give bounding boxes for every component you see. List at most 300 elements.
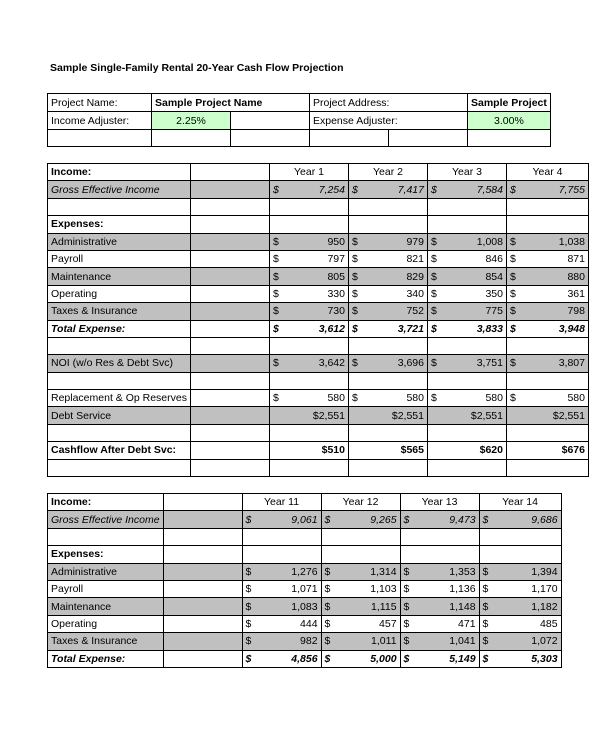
gross-effective-income-row — [48, 181, 589, 198]
empty-cell[interactable] — [231, 112, 310, 130]
currency-symbol: $ — [482, 635, 489, 648]
value-cell[interactable] — [400, 650, 479, 667]
cell-value: 1,103 — [370, 583, 397, 596]
currency-symbol: $ — [430, 305, 437, 318]
value-cell[interactable] — [479, 650, 561, 667]
empty-cell[interactable] — [163, 650, 242, 667]
value-cell[interactable] — [348, 355, 427, 372]
blank-row — [48, 424, 589, 441]
value-cell[interactable]: $565 — [348, 442, 427, 459]
value-cell[interactable] — [427, 233, 506, 250]
value-cell[interactable] — [400, 598, 479, 615]
value-cell[interactable] — [242, 598, 321, 615]
expense-label-text: Payroll — [51, 253, 84, 266]
empty-cell[interactable] — [190, 390, 269, 407]
currency-symbol: $ — [324, 513, 331, 526]
value-cell[interactable] — [348, 303, 427, 320]
empty-cell[interactable] — [163, 633, 242, 650]
cell-value: 9,265 — [370, 513, 397, 526]
cell-value: 1,182 — [531, 600, 558, 613]
value-cell[interactable] — [427, 320, 506, 337]
cell-value: 5,000 — [370, 652, 397, 665]
empty-cell[interactable] — [190, 285, 269, 302]
empty-cell[interactable] — [506, 216, 588, 233]
empty-cell[interactable] — [190, 268, 269, 285]
value-cell[interactable] — [479, 633, 561, 650]
value-cell[interactable] — [269, 181, 348, 198]
reserves-label-text: Replacement & Op Reserves — [51, 392, 187, 405]
value-cell[interactable] — [479, 598, 561, 615]
currency-symbol: $ — [324, 583, 331, 596]
value-cell[interactable] — [506, 233, 588, 250]
value-cell[interactable] — [321, 563, 400, 580]
empty-cell[interactable] — [48, 424, 191, 441]
value-cell[interactable] — [348, 250, 427, 267]
value-cell[interactable] — [242, 580, 321, 597]
empty-cell[interactable] — [163, 528, 242, 545]
year-header: Year 4 — [506, 164, 588, 181]
currency-symbol: $ — [509, 287, 516, 300]
currency-symbol: $ — [482, 652, 489, 665]
currency-symbol: $ — [324, 635, 331, 648]
currency-symbol: $ — [272, 183, 279, 196]
expense-row — [48, 633, 562, 650]
currency-symbol: $ — [509, 357, 516, 370]
value-cell[interactable] — [427, 181, 506, 198]
currency-symbol: $ — [403, 583, 410, 596]
value-cell[interactable] — [242, 633, 321, 650]
empty-cell[interactable] — [163, 563, 242, 580]
value-cell[interactable] — [321, 598, 400, 615]
cell-value: 580 — [485, 392, 503, 405]
project-name-value[interactable]: Sample Project Name — [152, 94, 310, 112]
empty-cell[interactable] — [163, 511, 242, 528]
expenses-label — [48, 216, 191, 233]
value-cell[interactable] — [506, 268, 588, 285]
expense-row — [48, 233, 589, 250]
expenses-header-row — [48, 216, 589, 233]
cell-value: 775 — [485, 305, 503, 318]
currency-symbol: $ — [403, 600, 410, 613]
currency-symbol: $ — [509, 235, 516, 248]
value-cell[interactable] — [348, 390, 427, 407]
empty-cell[interactable] — [269, 372, 348, 389]
empty-cell[interactable] — [269, 337, 348, 354]
empty-cell[interactable] — [48, 528, 164, 545]
currency-symbol: $ — [351, 305, 358, 318]
currency-symbol: $ — [403, 617, 410, 630]
empty-cell[interactable] — [190, 372, 269, 389]
noi-label — [48, 355, 191, 372]
empty-cell[interactable] — [190, 320, 269, 337]
cell-value: 880 — [567, 270, 585, 283]
cell-value: 1,011 — [371, 635, 397, 648]
currency-symbol: $ — [245, 583, 252, 596]
value-cell[interactable] — [348, 268, 427, 285]
cell-value: 3,807 — [558, 357, 585, 370]
empty-cell[interactable] — [242, 528, 321, 545]
empty-cell[interactable] — [348, 372, 427, 389]
total-expense-label — [48, 650, 164, 667]
value-cell[interactable]: $2,551 — [348, 407, 427, 424]
value-cell[interactable]: $2,551 — [269, 407, 348, 424]
empty-cell[interactable] — [163, 546, 242, 563]
gross-effective-income-label-text: Gross Effective Income — [51, 513, 160, 526]
empty-cell[interactable] — [190, 250, 269, 267]
empty-cell[interactable] — [400, 546, 479, 563]
expense-label-text: Administrative — [51, 235, 117, 248]
currency-symbol: $ — [430, 357, 437, 370]
cell-value: 9,473 — [449, 513, 476, 526]
value-cell[interactable]: $676 — [506, 442, 588, 459]
cell-value: 3,948 — [558, 322, 585, 335]
expense-row — [48, 615, 562, 632]
expense-label-text: Maintenance — [51, 270, 112, 283]
projection-block-1 — [47, 163, 589, 477]
empty-cell[interactable] — [163, 615, 242, 632]
year-header: Year 14 — [479, 494, 561, 511]
currency-symbol: $ — [245, 600, 252, 613]
value-cell[interactable] — [269, 320, 348, 337]
project-address-label: Project Address: — [310, 94, 468, 112]
empty-cell[interactable] — [348, 459, 427, 476]
cell-value: 330 — [327, 287, 345, 300]
value-cell[interactable]: $620 — [427, 442, 506, 459]
currency-symbol: $ — [272, 287, 279, 300]
cell-value: 3,721 — [397, 322, 424, 335]
empty-cell[interactable] — [321, 546, 400, 563]
cell-value: 350 — [485, 287, 503, 300]
currency-symbol: $ — [482, 583, 489, 596]
cell-value: 821 — [406, 253, 424, 266]
empty-cell[interactable] — [190, 337, 269, 354]
cell-value: 1,008 — [476, 235, 503, 248]
empty-cell[interactable] — [427, 337, 506, 354]
empty-cell[interactable] — [269, 459, 348, 476]
expense-label-text: Administrative — [51, 565, 117, 578]
empty-cell[interactable] — [190, 233, 269, 250]
value-cell[interactable] — [348, 285, 427, 302]
value-cell[interactable] — [479, 563, 561, 580]
empty-cell[interactable] — [506, 424, 588, 441]
cell-value: 1,041 — [449, 635, 476, 648]
value-cell[interactable] — [427, 285, 506, 302]
empty-cell[interactable] — [190, 198, 269, 215]
cell-value: 444 — [300, 617, 318, 630]
expense-label — [48, 633, 164, 650]
value-cell[interactable] — [269, 250, 348, 267]
cell-value: 9,686 — [531, 513, 558, 526]
empty-cell[interactable] — [163, 580, 242, 597]
cell-value: 580 — [406, 392, 424, 405]
reserves-label — [48, 390, 191, 407]
value-cell[interactable]: $510 — [269, 442, 348, 459]
expense-row — [48, 268, 589, 285]
currency-symbol: $ — [430, 183, 437, 196]
empty-cell[interactable] — [269, 424, 348, 441]
value-cell[interactable] — [321, 580, 400, 597]
empty-cell[interactable] — [506, 459, 588, 476]
expense-row — [48, 303, 589, 320]
year-header: Year 12 — [321, 494, 400, 511]
empty-cell[interactable] — [190, 407, 269, 424]
currency-symbol: $ — [272, 305, 279, 318]
value-cell[interactable] — [348, 320, 427, 337]
empty-cell[interactable] — [190, 459, 269, 476]
value-cell[interactable] — [427, 355, 506, 372]
empty-cell[interactable] — [348, 216, 427, 233]
debt-service-label — [48, 407, 191, 424]
empty-cell[interactable] — [190, 164, 269, 181]
empty-cell[interactable] — [48, 198, 191, 215]
cashflow-label — [48, 442, 191, 459]
expense-label — [48, 285, 191, 302]
currency-symbol: $ — [430, 322, 437, 335]
value-cell[interactable] — [479, 511, 561, 528]
value-cell[interactable] — [506, 390, 588, 407]
income-header-row — [48, 164, 589, 181]
empty-cell[interactable] — [427, 216, 506, 233]
total-expense-label-text: Total Expense: — [51, 652, 126, 665]
empty-cell[interactable] — [321, 528, 400, 545]
value-cell[interactable] — [269, 233, 348, 250]
currency-symbol: $ — [272, 235, 279, 248]
value-cell[interactable] — [242, 615, 321, 632]
value-cell[interactable] — [427, 268, 506, 285]
empty-cell[interactable] — [190, 355, 269, 372]
empty-cell[interactable] — [48, 459, 191, 476]
cell-value: 580 — [567, 392, 585, 405]
cell-value: 1,394 — [531, 565, 558, 578]
empty-cell[interactable] — [190, 303, 269, 320]
value-cell[interactable] — [506, 181, 588, 198]
cashflow-label-text: Cashflow After Debt Svc: — [51, 444, 177, 457]
value-cell[interactable] — [400, 580, 479, 597]
value-cell[interactable] — [479, 615, 561, 632]
empty-cell[interactable] — [190, 216, 269, 233]
empty-cell[interactable] — [163, 598, 242, 615]
cell-value: 797 — [327, 253, 345, 266]
cell-value: 361 — [567, 287, 585, 300]
blank-row — [48, 372, 589, 389]
year-header: Year 1 — [269, 164, 348, 181]
value-cell[interactable] — [427, 250, 506, 267]
blank-row — [48, 337, 589, 354]
empty-cell[interactable] — [190, 442, 269, 459]
currency-symbol: $ — [509, 253, 516, 266]
cell-value: 7,755 — [558, 183, 585, 196]
cell-value: 1,136 — [449, 583, 476, 596]
project-header-table — [47, 93, 551, 147]
income-label-text: Income: — [51, 496, 92, 509]
value-cell[interactable] — [479, 580, 561, 597]
value-cell[interactable] — [506, 355, 588, 372]
cell-value: 1,083 — [291, 600, 318, 613]
cell-value: 4,856 — [291, 652, 318, 665]
sheet-title: Sample Single-Family Rental 20-Year Cash Flow Projection — [50, 62, 344, 74]
cell-value: 3,696 — [397, 357, 424, 370]
year-header: Year 2 — [348, 164, 427, 181]
currency-symbol: $ — [430, 253, 437, 266]
year-header: Year 11 — [242, 494, 321, 511]
currency-symbol: $ — [351, 253, 358, 266]
cashflow-row — [48, 442, 589, 459]
value-cell[interactable] — [427, 303, 506, 320]
value-cell[interactable] — [400, 511, 479, 528]
empty-cell[interactable] — [506, 337, 588, 354]
value-cell[interactable] — [242, 511, 321, 528]
empty-cell[interactable] — [163, 494, 242, 511]
value-cell[interactable] — [427, 390, 506, 407]
cell-value: 7,417 — [397, 183, 424, 196]
value-cell[interactable] — [242, 563, 321, 580]
value-cell[interactable]: $2,551 — [506, 407, 588, 424]
value-cell[interactable] — [348, 233, 427, 250]
expense-label-text: Taxes & Insurance — [51, 305, 138, 318]
debt-service-row — [48, 407, 589, 424]
empty-cell[interactable] — [427, 424, 506, 441]
value-cell[interactable] — [321, 615, 400, 632]
empty-cell[interactable] — [269, 198, 348, 215]
value-cell[interactable] — [506, 320, 588, 337]
empty-cell[interactable] — [48, 337, 191, 354]
cell-value: 798 — [567, 305, 585, 318]
value-cell[interactable] — [269, 303, 348, 320]
cell-value: 982 — [300, 635, 318, 648]
value-cell[interactable] — [269, 268, 348, 285]
expense-label-text: Operating — [51, 617, 98, 630]
currency-symbol: $ — [272, 322, 279, 335]
cell-value: 5,303 — [531, 652, 558, 665]
cell-value: 3,642 — [318, 357, 345, 370]
currency-symbol: $ — [430, 287, 437, 300]
empty-cell[interactable] — [506, 372, 588, 389]
expense-label-text: Payroll — [51, 583, 84, 596]
value-cell[interactable] — [269, 285, 348, 302]
empty-cell[interactable] — [427, 459, 506, 476]
empty-cell[interactable] — [190, 424, 269, 441]
gross-effective-income-label-text: Gross Effective Income — [51, 183, 160, 196]
value-cell[interactable] — [400, 633, 479, 650]
expense-label-text: Taxes & Insurance — [51, 635, 138, 648]
gross-effective-income-row — [48, 511, 562, 528]
noi-row — [48, 355, 589, 372]
currency-symbol: $ — [509, 305, 516, 318]
value-cell[interactable]: $2,551 — [427, 407, 506, 424]
cell-value: 950 — [327, 235, 345, 248]
expense-row — [48, 580, 562, 597]
expense-row — [48, 285, 589, 302]
income-adjuster-label: Income Adjuster: — [48, 112, 152, 130]
value-cell[interactable] — [269, 390, 348, 407]
empty-cell[interactable] — [506, 198, 588, 215]
projection-block-2 — [47, 493, 562, 668]
currency-symbol: $ — [351, 235, 358, 248]
value-cell[interactable] — [506, 285, 588, 302]
currency-symbol: $ — [272, 392, 279, 405]
blank-row — [48, 459, 589, 476]
value-cell[interactable] — [400, 615, 479, 632]
year-header: Year 3 — [427, 164, 506, 181]
value-cell[interactable] — [321, 650, 400, 667]
expense-row — [48, 563, 562, 580]
value-cell[interactable] — [242, 650, 321, 667]
empty-cell[interactable] — [400, 528, 479, 545]
value-cell[interactable] — [321, 633, 400, 650]
expenses-header-row — [48, 546, 562, 563]
total-expense-row — [48, 320, 589, 337]
empty-cell[interactable] — [242, 546, 321, 563]
expense-row — [48, 250, 589, 267]
cell-value: 871 — [567, 253, 585, 266]
cell-value: 1,115 — [371, 600, 397, 613]
cell-value: 854 — [485, 270, 503, 283]
cell-value: 340 — [406, 287, 424, 300]
cell-value: 3,612 — [318, 322, 345, 335]
empty-cell[interactable] — [427, 372, 506, 389]
reserves-row — [48, 390, 589, 407]
empty-cell[interactable] — [269, 216, 348, 233]
cell-value: 5,149 — [449, 652, 476, 665]
empty-cell[interactable] — [348, 198, 427, 215]
currency-symbol: $ — [245, 565, 252, 578]
expense-row — [48, 598, 562, 615]
value-cell[interactable] — [506, 303, 588, 320]
cell-value: 7,254 — [318, 183, 345, 196]
empty-cell[interactable] — [48, 372, 191, 389]
noi-label-text: NOI (w/o Res & Debt Svc) — [51, 357, 173, 370]
empty-cell[interactable] — [479, 528, 561, 545]
cell-value: 485 — [540, 617, 558, 630]
expense-adjuster-value[interactable]: 3.00% — [468, 112, 551, 130]
currency-symbol: $ — [509, 392, 516, 405]
currency-symbol: $ — [509, 270, 516, 283]
blank-row — [48, 198, 589, 215]
expense-label — [48, 250, 191, 267]
cell-value: 730 — [327, 305, 345, 318]
expense-label — [48, 233, 191, 250]
currency-symbol: $ — [324, 652, 331, 665]
value-cell[interactable] — [269, 355, 348, 372]
gross-effective-income-label — [48, 181, 191, 198]
empty-cell[interactable] — [348, 337, 427, 354]
value-cell[interactable] — [321, 511, 400, 528]
value-cell[interactable] — [348, 181, 427, 198]
currency-symbol: $ — [245, 617, 252, 630]
expense-adjuster-label: Expense Adjuster: — [310, 112, 468, 130]
cell-value: 1,170 — [531, 583, 558, 596]
empty-cell[interactable] — [190, 181, 269, 198]
currency-symbol: $ — [351, 392, 358, 405]
currency-symbol: $ — [351, 357, 358, 370]
currency-symbol: $ — [403, 652, 410, 665]
value-cell[interactable] — [506, 250, 588, 267]
cell-value: 3,751 — [476, 357, 503, 370]
value-cell[interactable] — [400, 563, 479, 580]
cell-value: 580 — [327, 392, 345, 405]
empty-cell[interactable] — [427, 198, 506, 215]
empty-cell[interactable] — [348, 424, 427, 441]
income-adjuster-value[interactable]: 2.25% — [152, 112, 231, 130]
empty-cell[interactable] — [479, 546, 561, 563]
total-expense-label-text: Total Expense: — [51, 322, 126, 335]
currency-symbol: $ — [403, 565, 410, 578]
cell-value: 457 — [379, 617, 397, 630]
currency-symbol: $ — [245, 652, 252, 665]
project-address-value[interactable]: Sample Project — [468, 94, 551, 112]
currency-symbol: $ — [509, 183, 516, 196]
currency-symbol: $ — [403, 635, 410, 648]
